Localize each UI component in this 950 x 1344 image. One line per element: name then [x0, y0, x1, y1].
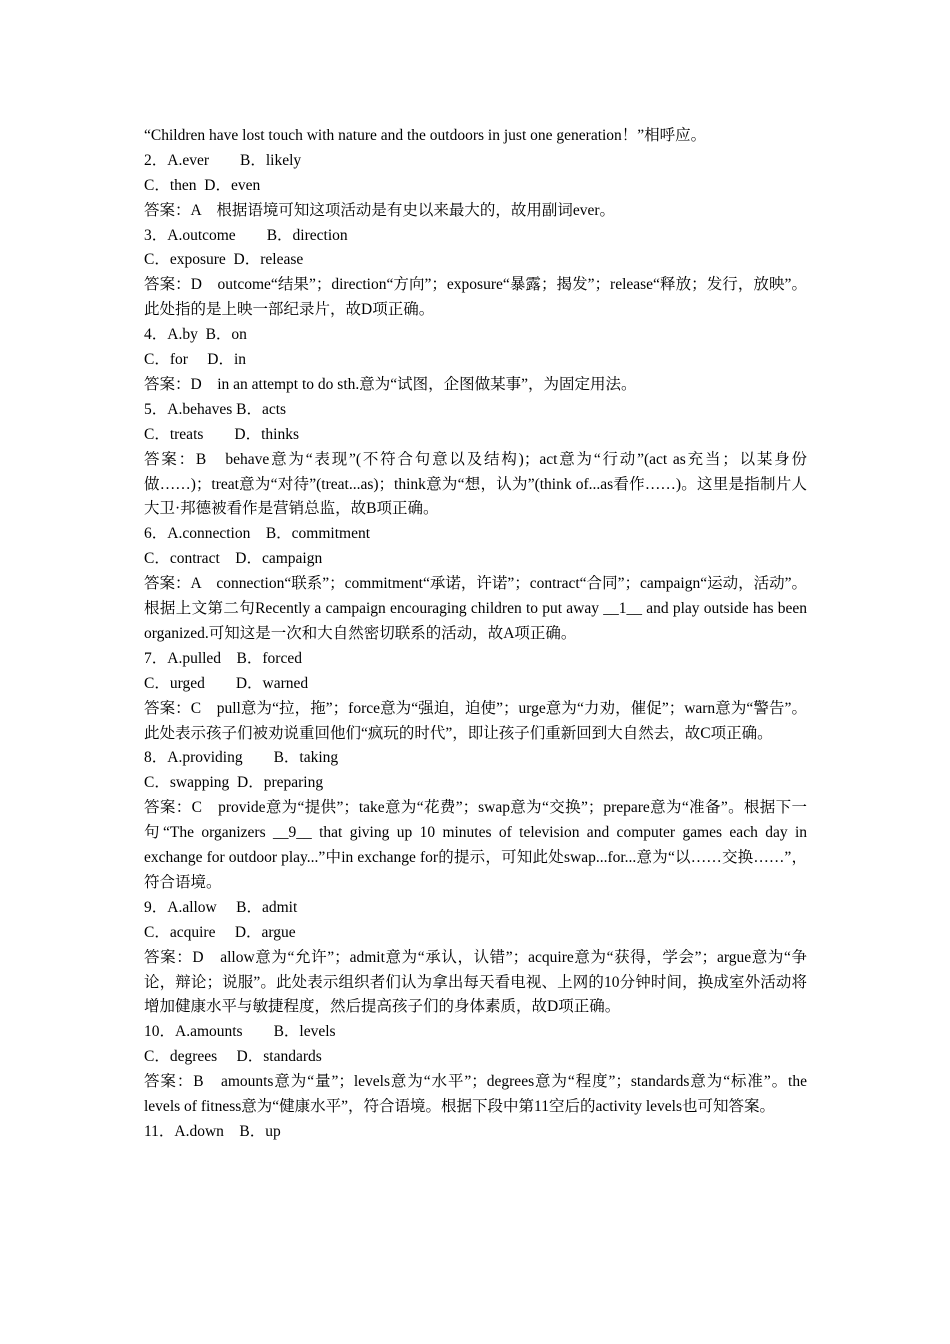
document-page: [144, 124, 807, 1145]
text-line: 2．A.ever B．likely: [144, 151, 302, 169]
text-line: 11．A.down B．up: [144, 1122, 281, 1140]
text-line: C．treats D．thinks: [144, 425, 299, 443]
text-line: C．degrees D．standards: [144, 1048, 322, 1066]
answer-paragraph: 答案：D allow意为“允许”；admit意为“承认，认错”；acquire意为“获得，学会”；argue意为“争论，辩论；说服”。此处表示组织者们认为拿出每天看电视、上网的10分钟时间，换成室外活动将增加健康水平与敏捷程度，然后提高孩子们的身体素质，故D项正确。: [144, 948, 807, 1016]
text-line: 3．A.outcome B．direction: [144, 226, 348, 244]
answer-paragraph: 答案：C provide意为“提供”；take意为“花费”；swap意为“交换”；prepare意为“准备”。根据下一句“The organizers __9__ that giving up 10 minutes of television and computer games each day in exchange for outdoor play...”中in exchange for的提示，可知此处swap...for...意为“以……交换……”，符合语境。: [144, 799, 807, 891]
text-line: C．for D．in: [144, 351, 247, 369]
text-line: 答案：D in an attempt to do sth.意为“试图，企图做某事”，为固定用法。: [144, 375, 637, 393]
text-line: 8．A.providing B．taking: [144, 749, 339, 767]
text-line: 10．A.amounts B．levels: [144, 1023, 336, 1041]
text-line: “Children have lost touch with nature and the outdoors in just one generation！”相呼应。: [144, 127, 707, 144]
answer-paragraph: 答案：B amounts意为“量”；levels意为“水平”；degrees意为“程度”；standards意为“标准”。the levels of fitness意为“健康水平”，符合语境。根据下段中第11空后的activity levels也可知答案。: [144, 1073, 807, 1116]
text-line: 7．A.pulled B．forced: [144, 649, 302, 667]
text-line: C．contract D．campaign: [144, 550, 323, 568]
text-line: C．acquire D．argue: [144, 923, 296, 941]
text-line: C．urged D．warned: [144, 674, 309, 692]
answer-paragraph: 答案：A connection“联系”；commitment“承诺，许诺”；contract“合同”；campaign“运动，活动”。根据上文第二句Recently a campaign encouraging children to put away __1__ and play outside has been organized.可知这是一次和大自然密切联系的活动，故A项正确。: [144, 575, 807, 642]
answer-paragraph: 答案：D outcome“结果”；direction“方向”；exposure“暴露；揭发”；release“释放；发行，放映”。此处指的是上映一部纪录片，故D项正确。: [144, 276, 807, 319]
text-line: 5．A.behaves B．acts: [144, 400, 287, 418]
text-line: 9．A.allow B．admit: [144, 898, 298, 916]
text-line: C．then D．even: [144, 176, 261, 194]
text-line: C．swapping D．preparing: [144, 774, 324, 792]
answer-paragraph: 答案：B behave意为“表现”(不符合句意以及结构)；act意为“行动”(act as充当；以某身份做……)；treat意为“对待”(treat...as)；think意为“想，认为”(think of...as看作……)。这里是指制片人大卫·邦德被看作是营销总监，故B项正确。: [144, 450, 807, 518]
answer-paragraph: 答案：C pull意为“拉，拖”；force意为“强迫，迫使”；urge意为“力劝，催促”；warn意为“警告”。此处表示孩子们被劝说重回他们“疯玩的时代”，即让孩子们重新回到大自然去，故C项正确。: [144, 699, 807, 742]
text-line: 答案：A 根据语境可知这项活动是有史以来最大的，故用副词ever。: [144, 201, 616, 219]
text-line: 6．A.connection B．commitment: [144, 525, 371, 543]
text-line: C．exposure D．release: [144, 251, 304, 269]
text-line: 4．A.by B．on: [144, 326, 247, 344]
